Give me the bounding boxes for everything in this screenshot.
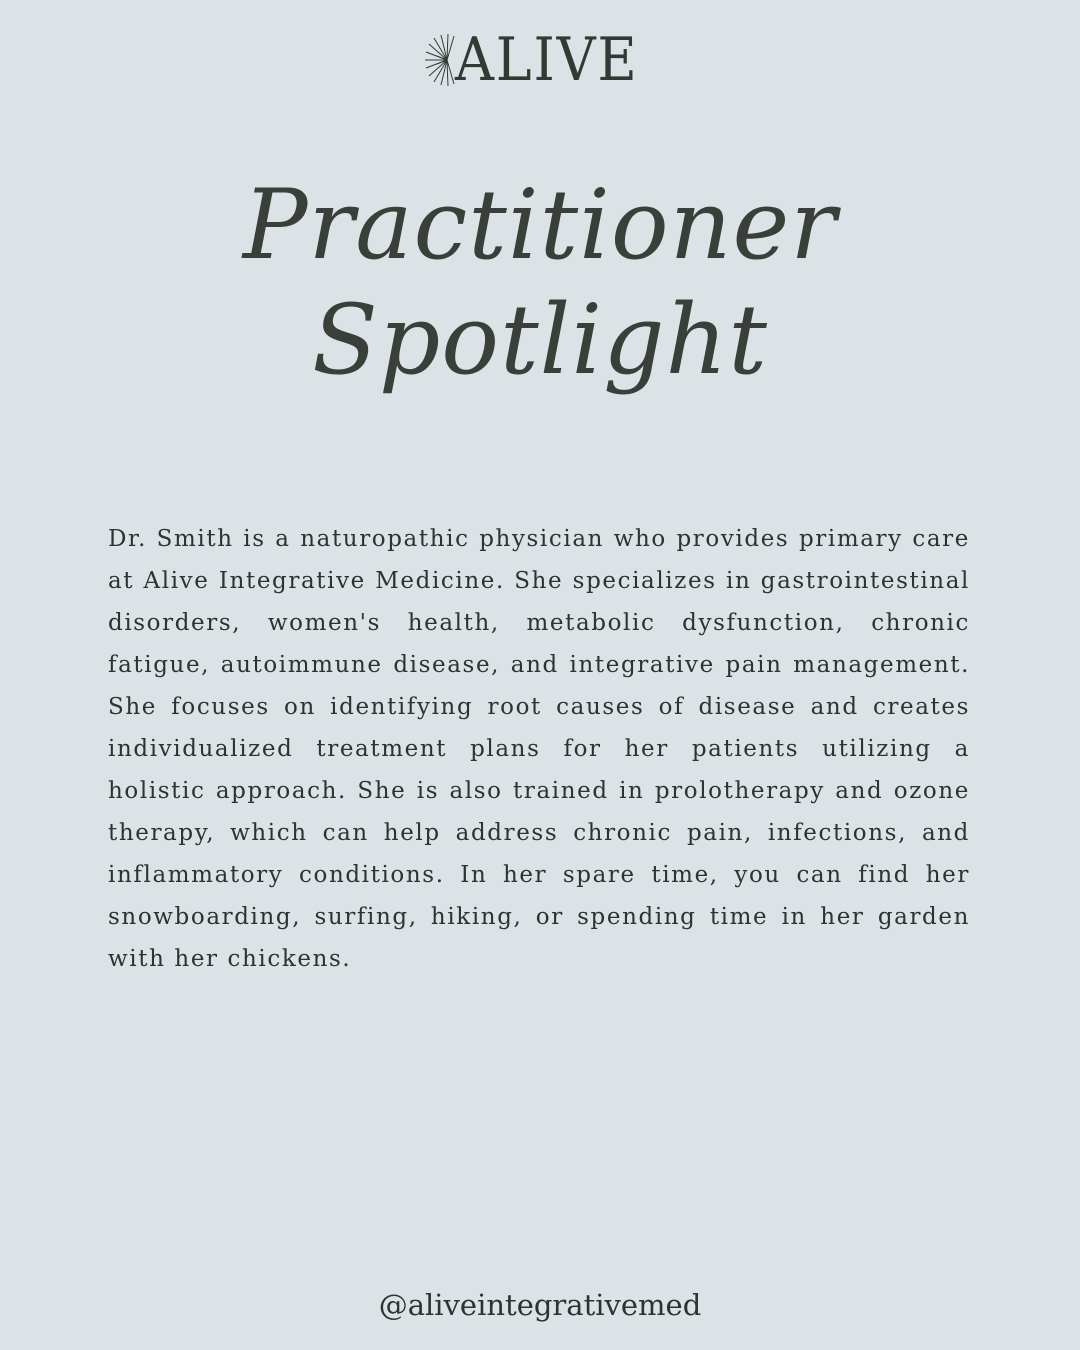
social-handle: @aliveintegrativemed [378,1288,702,1322]
practitioner-bio: Dr. Smith is a naturopathic physician who provides primary care at Alive Integrative Medicine. She specializes in gastrointestinal disorders, women's health, metabolic dysfunction, chronic fatigue, autoimmune disease, and integrative pain management. She focuses on identifying root causes of disease and creates individualized treatment plans for her patients utilizing a holistic approach. She is also trained in prolotherapy and ozone therapy, which can help address chronic pain, infections, and inflammatory conditions. In her spare time, you can find her snowboarding, surfing, hiking, or spending time in her garden with her chickens. [108,526,970,972]
brand-logo [0,25,1080,95]
page-title: Practitioner Spotlight [242,169,838,397]
logo-wordmark: ALIVE [454,25,639,95]
